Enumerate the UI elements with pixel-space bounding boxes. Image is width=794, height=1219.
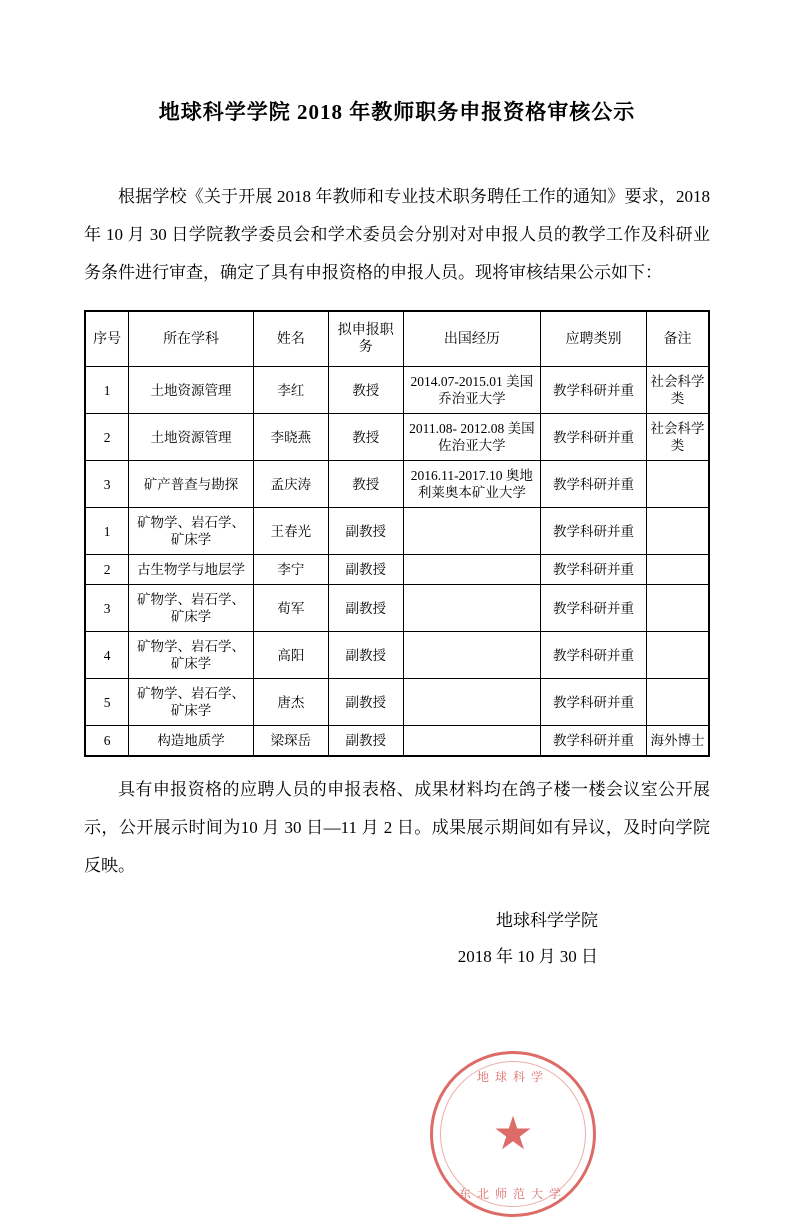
cell-remark (647, 585, 709, 632)
cell-remark: 社会科学类 (647, 367, 709, 414)
cell-category: 教学科研并重 (540, 585, 646, 632)
table-row (85, 461, 709, 508)
cell-subject: 矿物学、岩石学、矿床学 (129, 679, 254, 726)
intro-section (84, 178, 710, 292)
cell-name: 李宁 (253, 555, 328, 585)
cell-abroad (403, 555, 540, 585)
cell-subject: 矿物学、岩石学、矿床学 (129, 508, 254, 555)
cell-no: 4 (85, 632, 129, 679)
cell-no: 3 (85, 585, 129, 632)
cell-subject: 矿产普查与勘探 (129, 461, 254, 508)
table-row (85, 585, 709, 632)
cell-category: 教学科研并重 (540, 555, 646, 585)
cell-abroad (403, 632, 540, 679)
cell-remark (647, 555, 709, 585)
signature-block (84, 903, 710, 975)
cell-no: 2 (85, 555, 129, 585)
table-row (85, 679, 709, 726)
cell-remark: 海外博士 (647, 726, 709, 757)
cell-remark: 社会科学类 (647, 414, 709, 461)
table-header-name: 姓名 (253, 311, 328, 367)
cell-remark (647, 679, 709, 726)
signature-organization: 地球科学学院 (496, 911, 598, 930)
cell-abroad: 2014.07-2015.01 美国乔治亚大学 (403, 367, 540, 414)
cell-post: 教授 (328, 461, 403, 508)
table-header-post: 拟申报职务 (328, 311, 403, 367)
cell-name: 王春光 (253, 508, 328, 555)
cell-category: 教学科研并重 (540, 726, 646, 757)
cell-category: 教学科研并重 (540, 632, 646, 679)
cell-remark (647, 461, 709, 508)
cell-name: 孟庆涛 (253, 461, 328, 508)
cell-remark (647, 632, 709, 679)
cell-no: 3 (85, 461, 129, 508)
cell-name: 荀军 (253, 585, 328, 632)
page-title: 地球科学学院 2018 年教师职务申报资格审核公示 (158, 100, 636, 124)
seal-top-text: 地球科学 (476, 1070, 549, 1084)
table-header-no: 序号 (85, 311, 129, 367)
cell-no: 2 (85, 414, 129, 461)
table-row (85, 508, 709, 555)
signature-date: 2018 年 10 月 30 日 (457, 947, 598, 966)
document-page (0, 96, 794, 1219)
table-row (85, 414, 709, 461)
cell-abroad (403, 585, 540, 632)
cell-subject: 矿物学、岩石学、矿床学 (129, 632, 254, 679)
table-row (85, 726, 709, 757)
cell-abroad (403, 508, 540, 555)
table-header-abroad: 出国经历 (403, 311, 540, 367)
cell-subject: 构造地质学 (129, 726, 254, 757)
cell-category: 教学科研并重 (540, 679, 646, 726)
table-header-category: 应聘类别 (540, 311, 646, 367)
table-header-row (85, 311, 709, 367)
table-row (85, 367, 709, 414)
applicants-table (84, 310, 710, 757)
closing-section (84, 771, 710, 885)
cell-subject: 矿物学、岩石学、矿床学 (129, 585, 254, 632)
cell-post: 副教授 (328, 679, 403, 726)
cell-post: 副教授 (328, 508, 403, 555)
cell-category: 教学科研并重 (540, 367, 646, 414)
table-header-subject: 所在学科 (129, 311, 254, 367)
cell-post: 副教授 (328, 585, 403, 632)
cell-post: 教授 (328, 414, 403, 461)
cell-no: 5 (85, 679, 129, 726)
intro-paragraph: 根据学校《关于开展 2018 年教师和专业技术职务聘任工作的通知》要求，2018 年 10 月 30 日学院教学委员会和学术委员会分别对对申报人员的教学工作及科研业务条件进行审查，确定了具有申报资格的申报人员。现将审核结果公示如下： (84, 187, 710, 282)
cell-remark (647, 508, 709, 555)
seal-star-icon: ★ (492, 1108, 534, 1159)
official-seal-icon (430, 1051, 596, 1217)
table-header-remark: 备注 (647, 311, 709, 367)
cell-name: 梁琛岳 (253, 726, 328, 757)
table-row (85, 555, 709, 585)
cell-post: 副教授 (328, 632, 403, 679)
cell-abroad (403, 679, 540, 726)
table-body (85, 367, 709, 757)
cell-post: 副教授 (328, 726, 403, 757)
cell-subject: 古生物学与地层学 (129, 555, 254, 585)
cell-name: 李红 (253, 367, 328, 414)
seal-bottom-text: 东北师范大学 (458, 1187, 567, 1201)
cell-no: 6 (85, 726, 129, 757)
cell-post: 教授 (328, 367, 403, 414)
cell-name: 唐杰 (253, 679, 328, 726)
cell-abroad (403, 726, 540, 757)
cell-subject: 土地资源管理 (129, 367, 254, 414)
cell-name: 李晓燕 (253, 414, 328, 461)
cell-abroad: 2016.11-2017.10 奥地利莱奥本矿业大学 (403, 461, 540, 508)
cell-category: 教学科研并重 (540, 461, 646, 508)
seal-inner-ring (440, 1061, 586, 1207)
cell-subject: 土地资源管理 (129, 414, 254, 461)
cell-category: 教学科研并重 (540, 508, 646, 555)
cell-post: 副教授 (328, 555, 403, 585)
closing-paragraph: 具有申报资格的应聘人员的申报表格、成果材料均在鸽子楼一楼会议室公开展示，公开展示时间为10 月 30 日—11 月 2 日。成果展示期间如有异议，及时向学院反映。 (84, 780, 710, 875)
cell-no: 1 (85, 508, 129, 555)
table-header (85, 311, 709, 367)
cell-category: 教学科研并重 (540, 414, 646, 461)
cell-abroad: 2011.08- 2012.08 美国佐治亚大学 (403, 414, 540, 461)
cell-name: 高阳 (253, 632, 328, 679)
cell-no: 1 (85, 367, 129, 414)
table-row (85, 632, 709, 679)
